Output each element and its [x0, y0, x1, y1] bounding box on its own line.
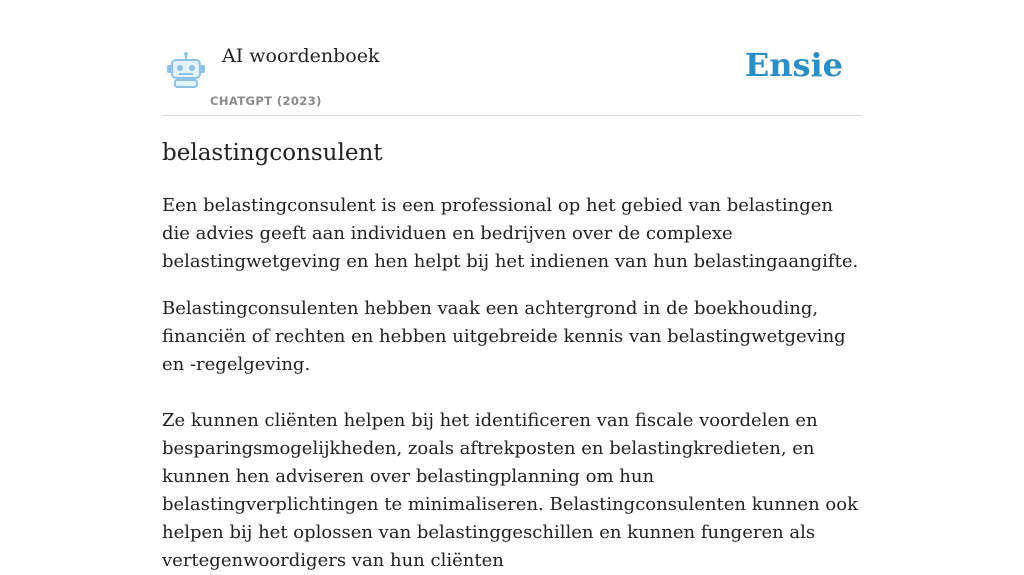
entry-header [162, 0, 862, 116]
dictionary-name[interactable]: AI woordenboek [222, 45, 380, 67]
entry-definition [162, 192, 862, 575]
brand-logo[interactable]: Ensie [744, 46, 843, 84]
entry-term: belastingconsulent [162, 140, 383, 166]
definition-paragraph: Ze kunnen cliënten helpen bij het identificeren van fiscale voordelen en besparingsmogelijkheden, zoals aftrekposten en belastingkredieten, en kunnen hen adviseren over belastingplanning om hun belastingverplichtingen te minimaliseren. Belastingconsulenten kunnen ook helpen bij het oplossen van belastinggeschillen en kunnen fungeren als vertegenwoordigers van hun cliënten [162, 410, 858, 571]
source-label: CHATGPT (2023) [210, 94, 322, 108]
definition-paragraph: Belastingconsulenten hebben vaak een achtergrond in de boekhouding, financiën of rechten en hebben uitgebreide kennis van belastingwetgeving en -regelgeving. [162, 298, 846, 375]
entry-card [162, 0, 862, 571]
robot-icon [166, 52, 206, 88]
definition-paragraph: Een belastingconsulent is een professional op het gebied van belastingen die advies geeft aan individuen en bedrijven over de complexe belastingwetgeving en hen helpt bij het indienen van hun belastingaangifte. [162, 195, 859, 272]
